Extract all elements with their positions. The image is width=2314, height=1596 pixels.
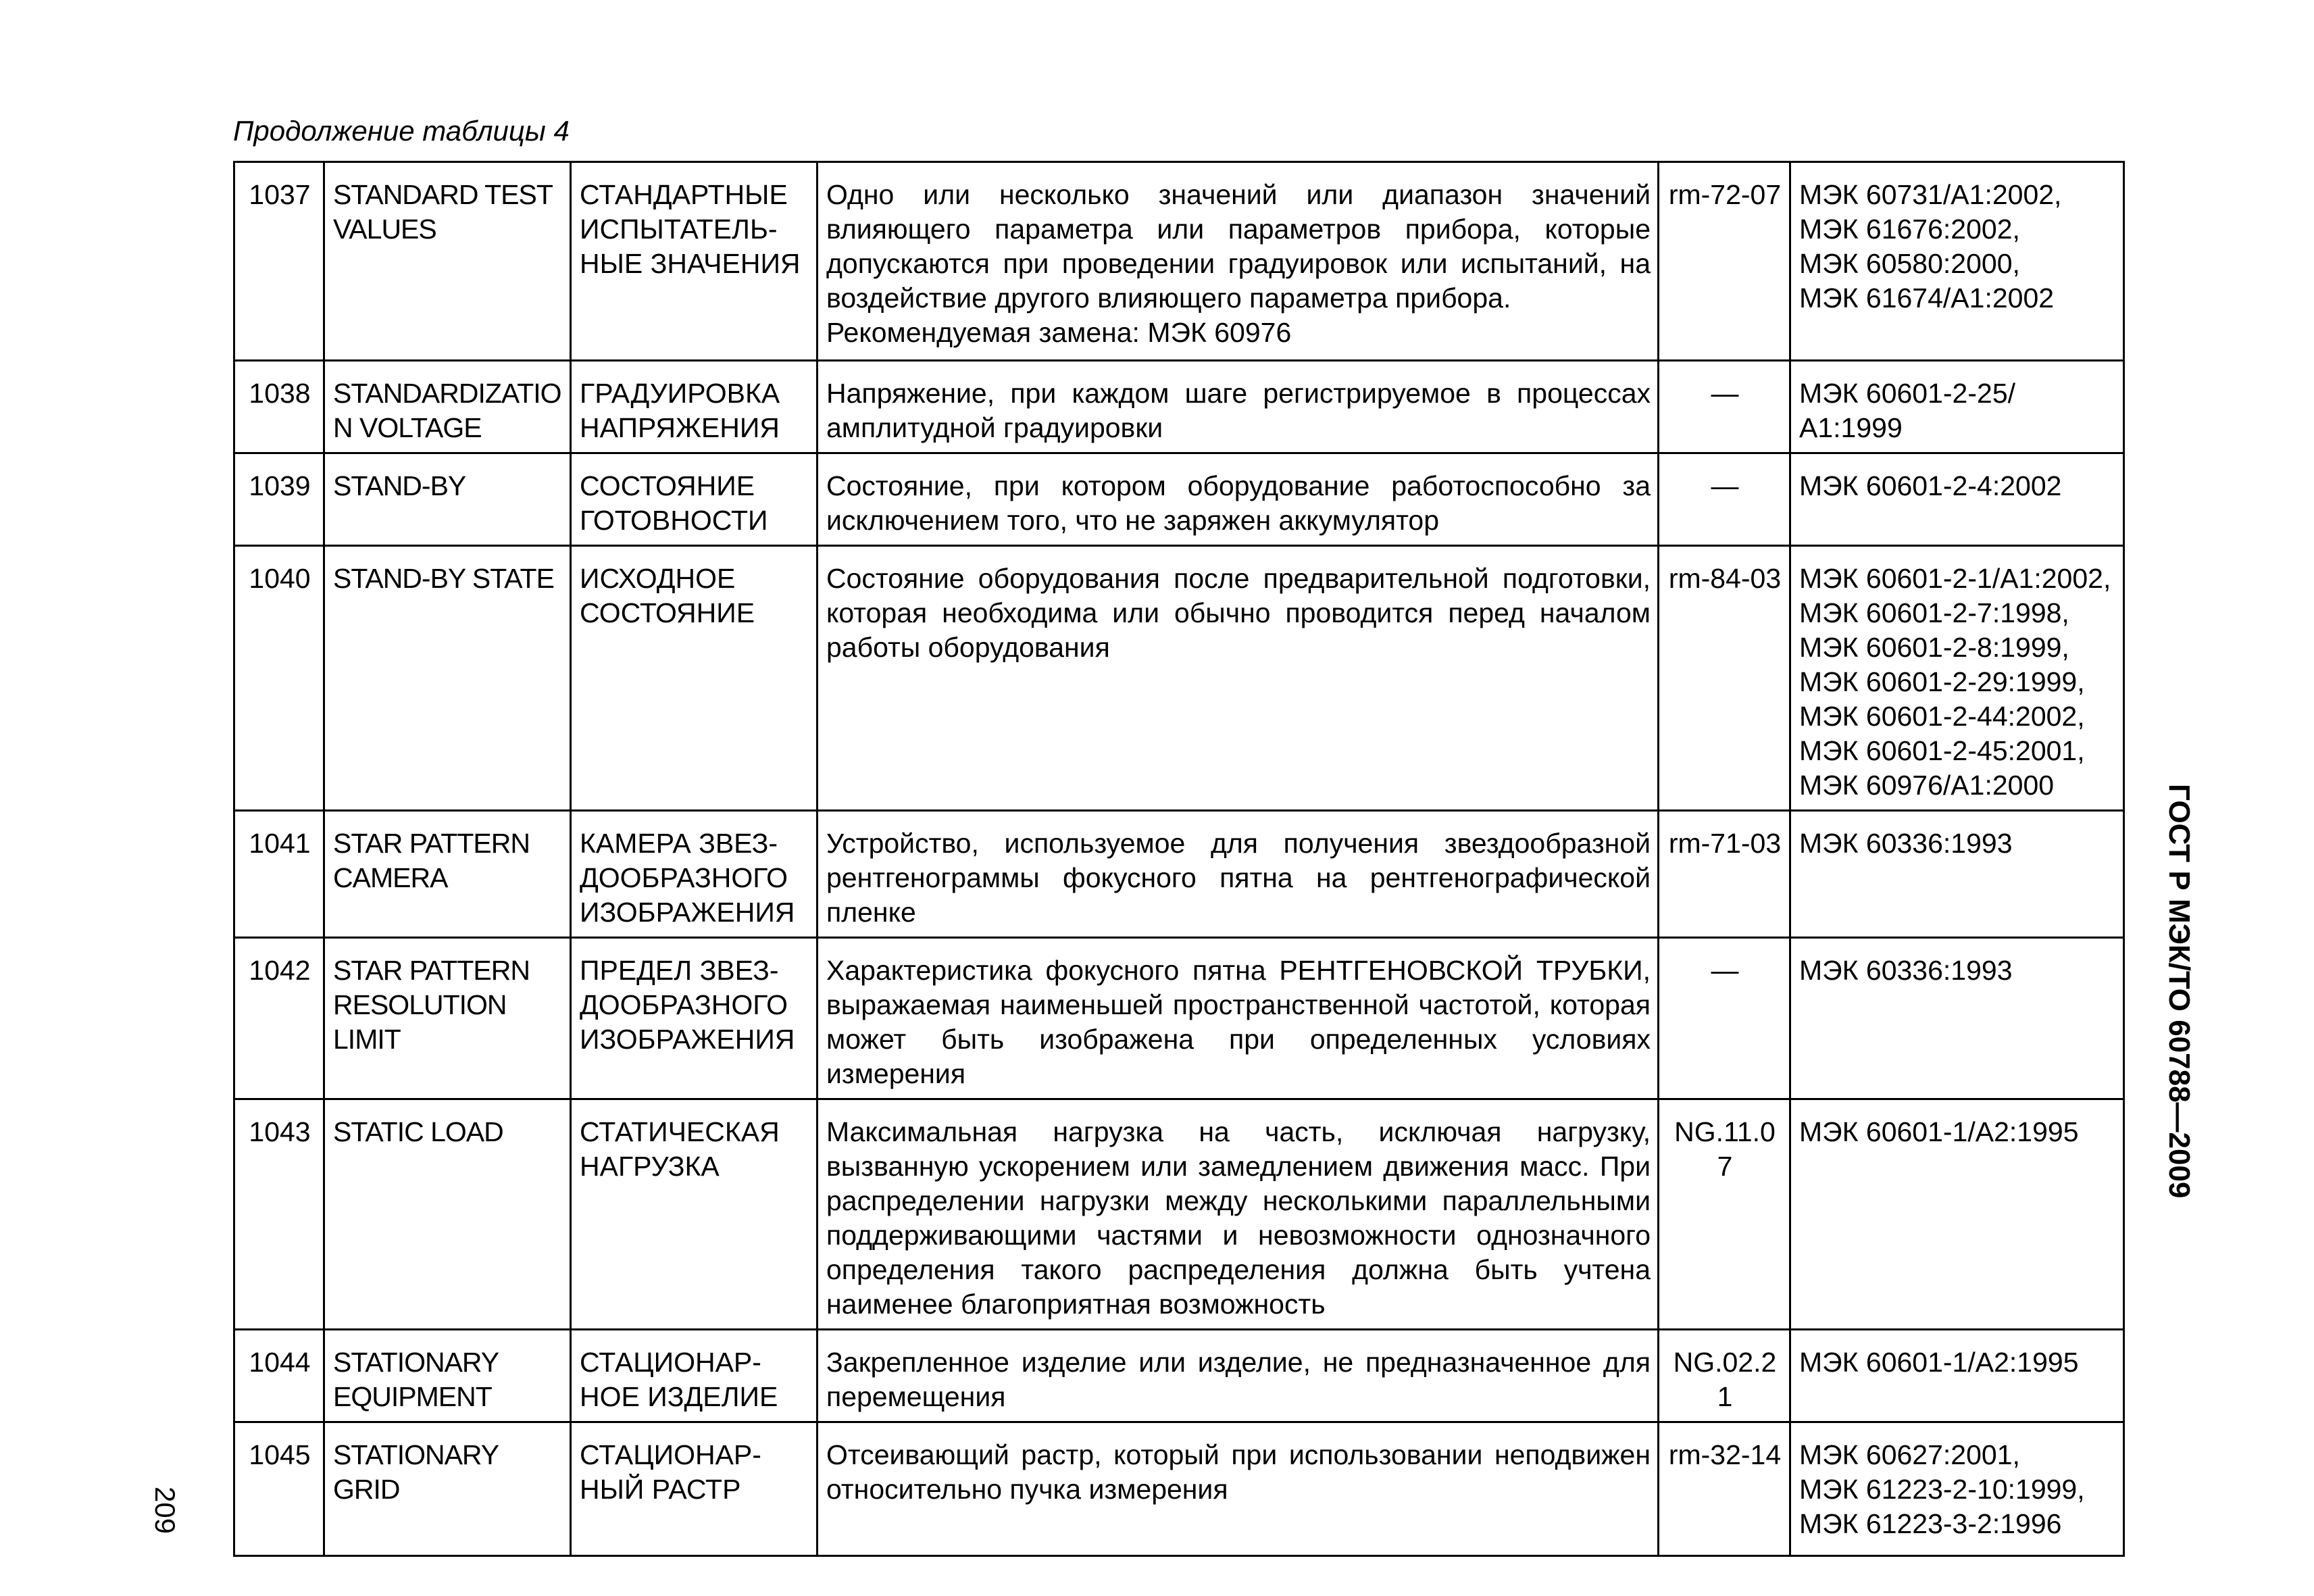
terms-table — [233, 161, 2125, 1557]
term-sources: МЭК 60336:1993 — [1790, 811, 2124, 938]
definition-note: Рекомендуемая замена: МЭК 60976 — [826, 317, 1292, 348]
table-row — [234, 546, 2124, 811]
term-sources: МЭК 60601-1/А2:1995 — [1790, 1330, 2124, 1422]
term-russian: ИСХОДНОЕ СОСТОЯНИЕ — [571, 546, 818, 811]
table-row — [234, 453, 2124, 546]
term-definition: Максимальная нагрузка на часть, исключая нагрузку, вызванную ускорением или замедлением движения масс. При распределении нагрузки между несколькими параллельными поддерживающими частями и невозможности однозначного определения такого распределения должна быть учтена наименее благоприятная возможность — [818, 1099, 1659, 1330]
term-number: 1042 — [234, 938, 324, 1099]
term-number: 1037 — [234, 162, 324, 361]
term-number: 1040 — [234, 546, 324, 811]
term-number: 1038 — [234, 361, 324, 453]
term-definition: Состояние, при котором оборудование работоспособно за исключением того, что не заряжен аккумулятор — [818, 453, 1659, 546]
table-row — [234, 162, 2124, 361]
table-row — [234, 361, 2124, 453]
term-code: — — [1659, 453, 1790, 546]
term-sources: МЭК 60336:1993 — [1790, 938, 2124, 1099]
term-english: STAND-BY — [324, 453, 571, 546]
table-row — [234, 1330, 2124, 1422]
term-number: 1041 — [234, 811, 324, 938]
table-row — [234, 938, 2124, 1099]
term-sources: МЭК 60601-2-1/А1:2002, МЭК 60601-2-7:1998, МЭК 60601-2-8:1999, МЭК 60601-2-29:1999, МЭК 60601-2-44:2002, МЭК 60601-2-45:2001, МЭК 60976/А1:2000 — [1790, 546, 2124, 811]
table-row — [234, 811, 2124, 938]
table-row — [234, 1099, 2124, 1330]
term-definition — [818, 162, 1659, 361]
term-english: STANDARDIZATION VOLTAGE — [324, 361, 571, 453]
term-number: 1044 — [234, 1330, 324, 1422]
term-code: rm-84-03 — [1659, 546, 1790, 811]
term-english: STATIC LOAD — [324, 1099, 571, 1330]
term-sources: МЭК 60731/А1:2002, МЭК 61676:2002, МЭК 60580:2000, МЭК 61674/А1:2002 — [1790, 162, 2124, 361]
term-definition: Состояние оборудования после предварительной подготовки, которая необходима или обычно проводится перед началом работы оборудования — [818, 546, 1659, 811]
term-russian: СТАТИЧЕСКАЯ НАГРУЗКА — [571, 1099, 818, 1330]
term-code: — — [1659, 938, 1790, 1099]
document-designation: ГОСТ Р МЭК/ТО 60788—2009 — [2163, 784, 2196, 1199]
term-code: rm-71-03 — [1659, 811, 1790, 938]
table-row — [234, 1422, 2124, 1556]
term-russian: СОСТОЯНИЕ ГОТОВНОСТИ — [571, 453, 818, 546]
table-caption: Продолжение таблицы 4 — [233, 115, 570, 147]
term-number: 1039 — [234, 453, 324, 546]
term-russian: ПРЕДЕЛ ЗВЕЗ-ДООБРАЗНОГО ИЗОБРАЖЕНИЯ — [571, 938, 818, 1099]
term-code: NG.02.21 — [1659, 1330, 1790, 1422]
term-sources: МЭК 60601-1/А2:1995 — [1790, 1099, 2124, 1330]
term-number: 1043 — [234, 1099, 324, 1330]
term-code: rm-32-14 — [1659, 1422, 1790, 1556]
definition-text: Одно или несколько значений или диапазон значений влияющего параметра или параметров прибора, которые допускаются при проведении градуировок или испытаний, на воздействие другого влияющего параметра прибора. — [826, 179, 1651, 314]
term-english: STAR PATTERN CAMERA — [324, 811, 571, 938]
term-definition: Характеристика фокусного пятна РЕНТГЕНОВСКОЙ ТРУБКИ, выражаемая наименьшей пространственной частотой, которая может быть изображена при определенных условиях измерения — [818, 938, 1659, 1099]
term-english: STATIONARY GRID — [324, 1422, 571, 1556]
term-russian: ГРАДУИРОВКА НАПРЯЖЕНИЯ — [571, 361, 818, 453]
term-definition: Напряжение, при каждом шаге регистрируемое в процессах амплитудной градуировки — [818, 361, 1659, 453]
term-english: STANDARD TEST VALUES — [324, 162, 571, 361]
term-russian: СТАЦИОНАР-НЫЙ РАСТР — [571, 1422, 818, 1556]
term-russian: СТАЦИОНАР-НОЕ ИЗДЕЛИЕ — [571, 1330, 818, 1422]
term-code: — — [1659, 361, 1790, 453]
table-body — [234, 162, 2124, 1556]
term-code: rm-72-07 — [1659, 162, 1790, 361]
term-code: NG.11.07 — [1659, 1099, 1790, 1330]
term-definition: Закрепленное изделие или изделие, не предназначенное для перемещения — [818, 1330, 1659, 1422]
term-english: STATIONARY EQUIPMENT — [324, 1330, 571, 1422]
term-sources: МЭК 60601-2-4:2002 — [1790, 453, 2124, 546]
term-number: 1045 — [234, 1422, 324, 1556]
page-number: 209 — [149, 1487, 181, 1535]
term-russian: СТАНДАРТНЫЕ ИСПЫТАТЕЛЬ-НЫЕ ЗНАЧЕНИЯ — [571, 162, 818, 361]
term-definition: Отсеивающий растр, который при использовании неподвижен относительно пучка измерения — [818, 1422, 1659, 1556]
term-sources: МЭК 60627:2001, МЭК 61223-2-10:1999, МЭК 61223-3-2:1996 — [1790, 1422, 2124, 1556]
term-russian: КАМЕРА ЗВЕЗ-ДООБРАЗНОГО ИЗОБРАЖЕНИЯ — [571, 811, 818, 938]
term-english: STAND-BY STATE — [324, 546, 571, 811]
term-definition: Устройство, используемое для получения звездообразной рентгенограммы фокусного пятна на рентгенографической пленке — [818, 811, 1659, 938]
term-sources: МЭК 60601-2-25/А1:1999 — [1790, 361, 2124, 453]
term-english: STAR PATTERN RESOLUTION LIMIT — [324, 938, 571, 1099]
